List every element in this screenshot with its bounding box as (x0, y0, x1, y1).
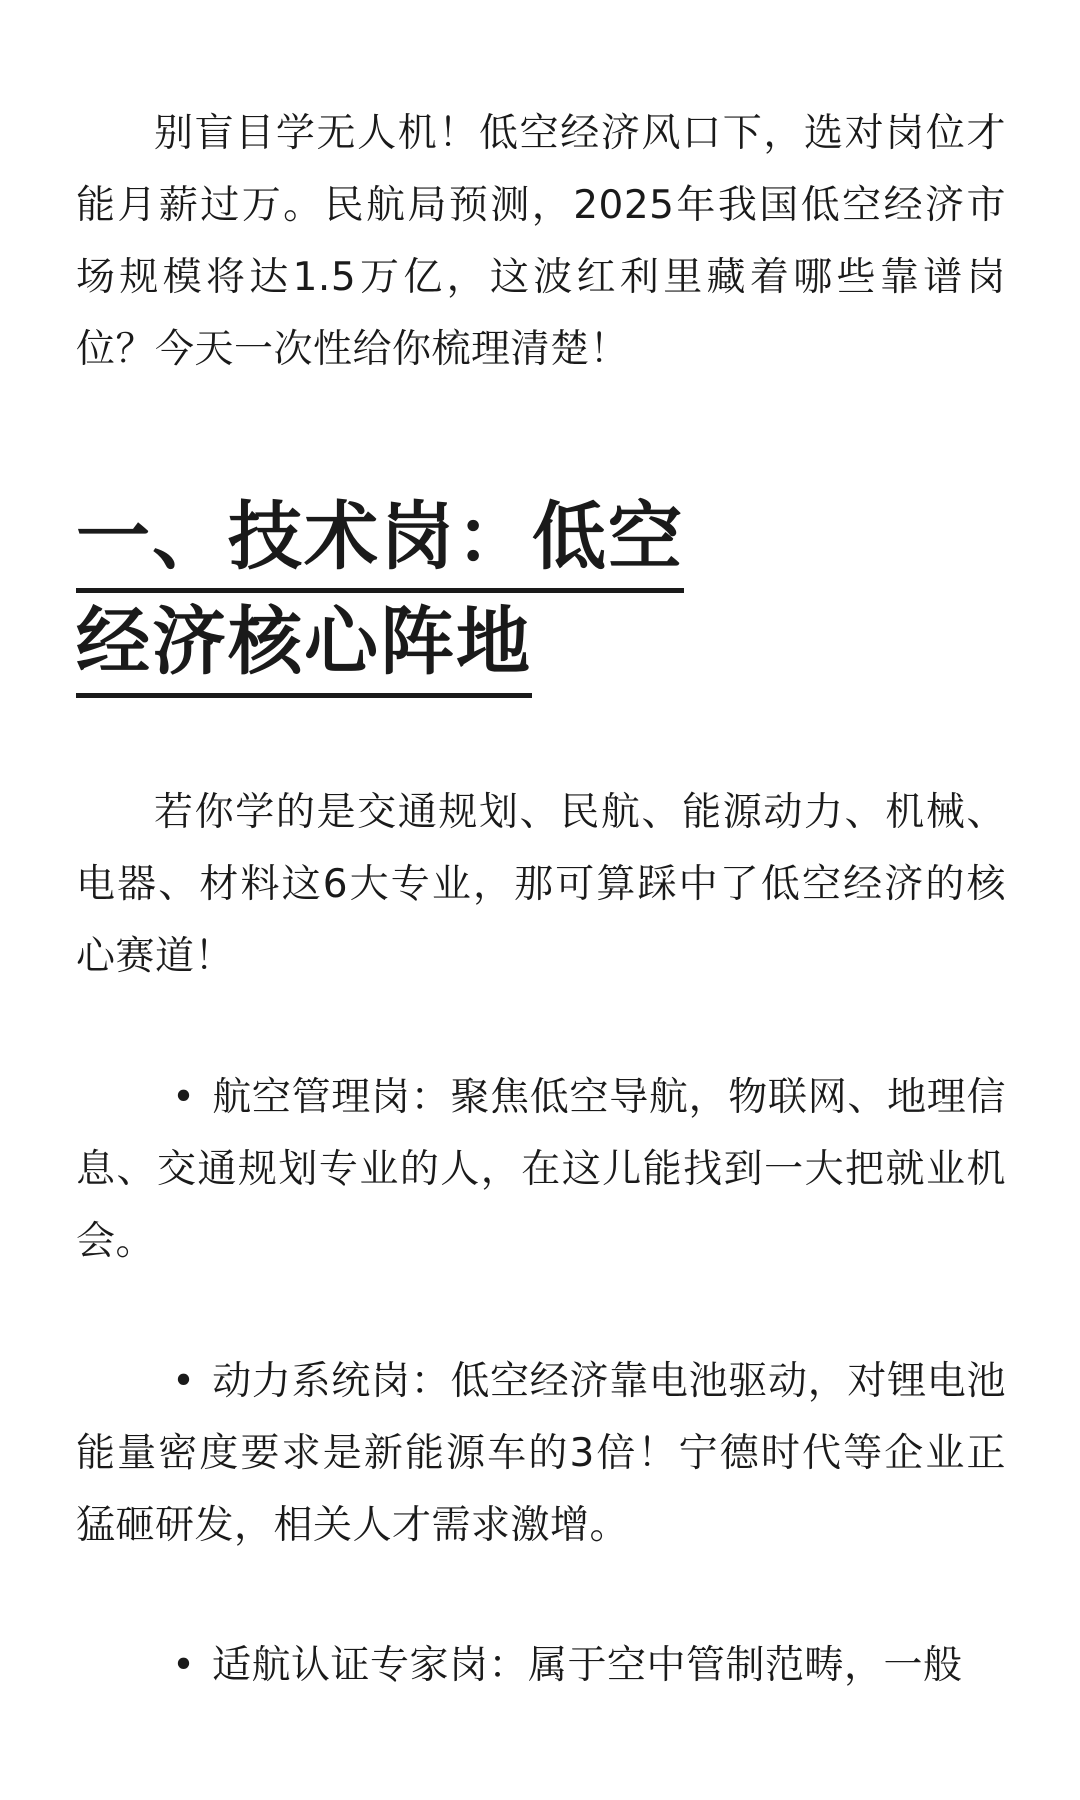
bullet-item-power-system (76, 1346, 1006, 1562)
section-heading (76, 488, 684, 698)
bullet-text: 适航认证专家岗：属于空中管制范畴，一般 (212, 1643, 963, 1688)
bullet-item-aviation-management (76, 1062, 1006, 1278)
bullet-dot: • (172, 1075, 196, 1120)
bullet-item-airworthiness-expert (76, 1630, 1006, 1702)
bullet-text: 航空管理岗：聚焦低空导航，物联网、地理信息、交通规划专业的人，在这儿能找到一大把就业机会。 (76, 1075, 1006, 1264)
intro-paragraph: 别盲目学无人机！低空经济风口下，选对岗位才能月薪过万。民航局预测，2025年我国低空经济市场规模将达1.5万亿，这波红利里藏着哪些靠谱岗位？今天一次性给你梳理清楚！ (76, 111, 1006, 372)
bullet-text: 动力系统岗：低空经济靠电池驱动，对锂电池能量密度要求是新能源车的3倍！宁德时代等企业正猛砸研发，相关人才需求激增。 (76, 1359, 1006, 1548)
bullet-dot: • (172, 1643, 196, 1688)
section-heading-line-1: 一、技术岗：低空 (76, 488, 684, 593)
bullet-dot: • (172, 1359, 196, 1404)
majors-paragraph: 若你学的是交通规划、民航、能源动力、机械、电器、材料这6大专业，那可算踩中了低空经济的核心赛道！ (76, 790, 1006, 979)
section-heading-line-2: 经济核心阵地 (76, 593, 532, 698)
